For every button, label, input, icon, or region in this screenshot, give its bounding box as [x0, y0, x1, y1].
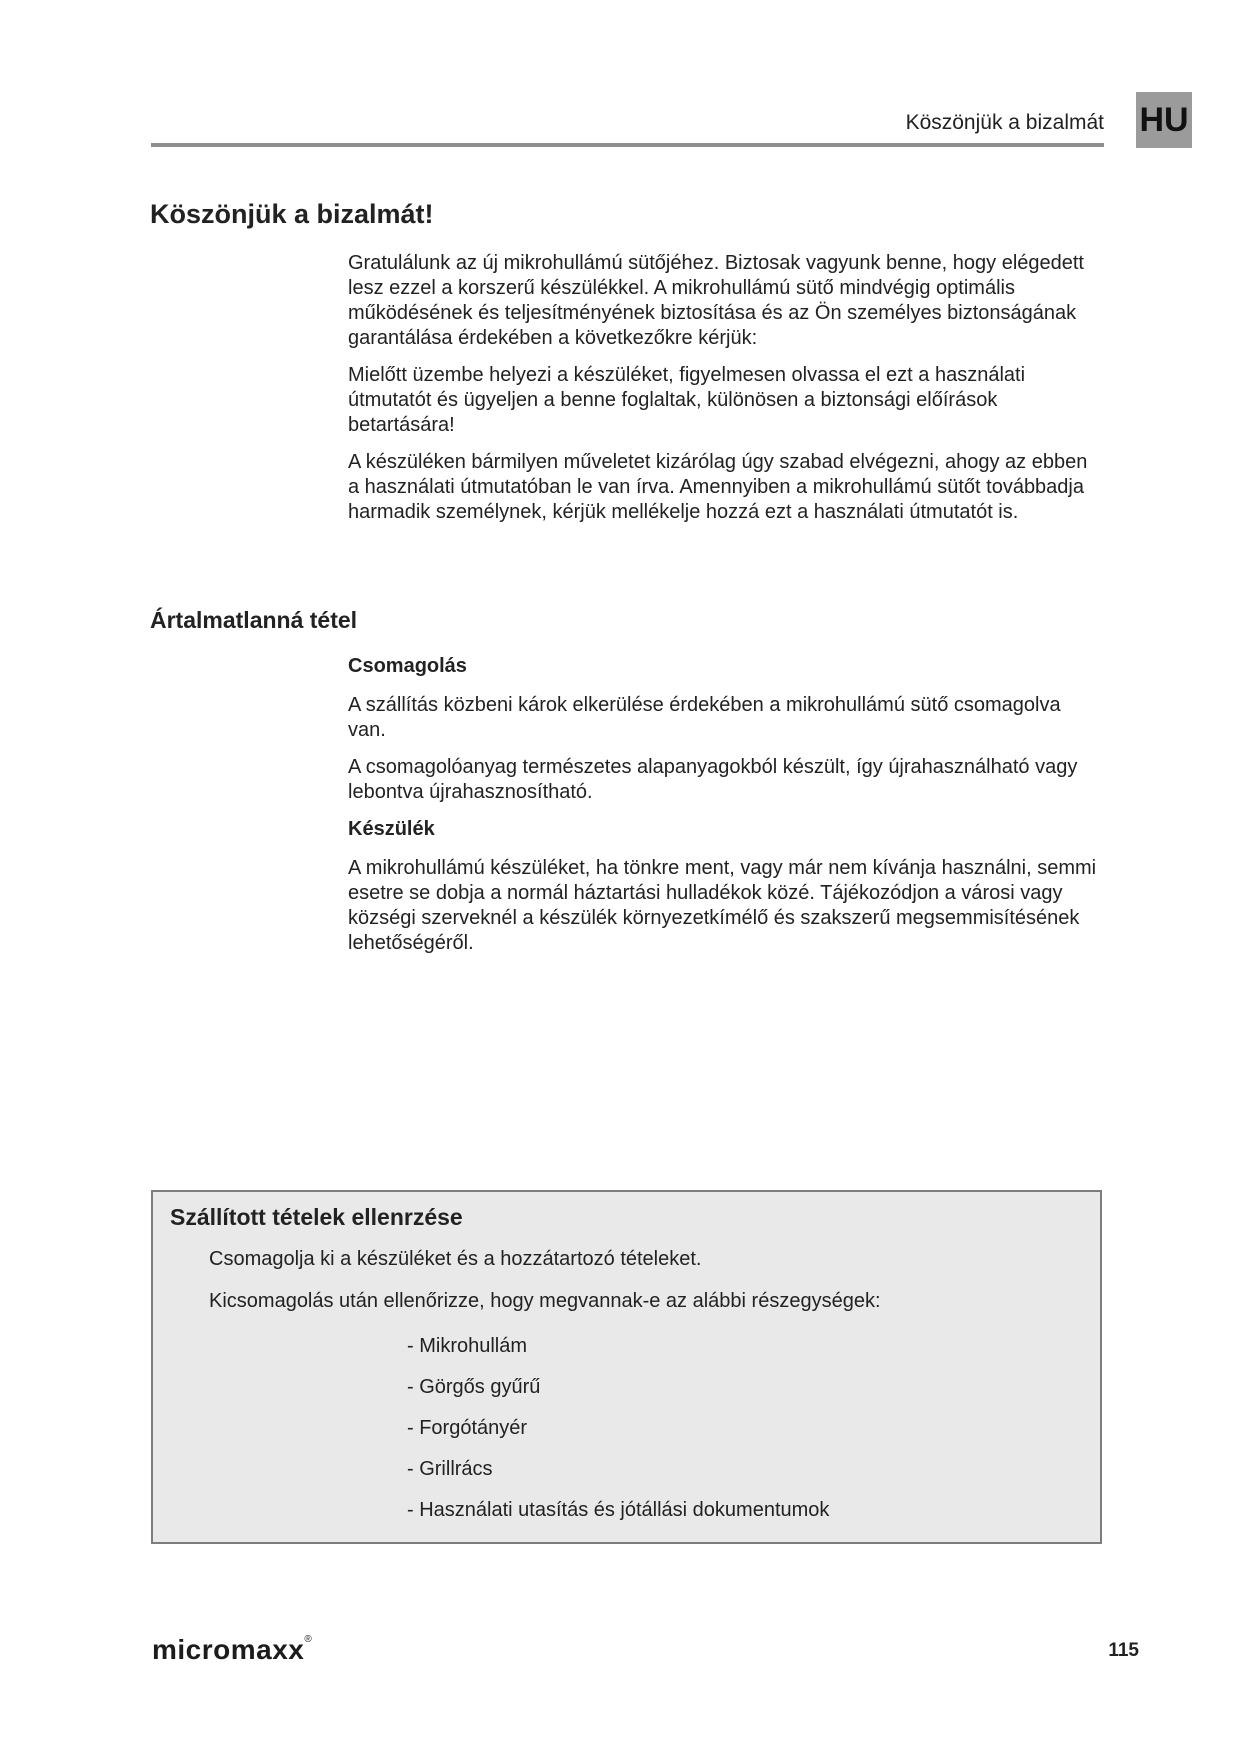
packaging-paragraph: A csomagolóanyag természetes alapanyagokból készült, így újrahasználható vagy lebontva újrahasznosítható.	[348, 756, 1078, 803]
header-divider	[151, 143, 1104, 147]
check-instruction: Kicsomagolás után ellenőrizze, hogy megvannak-e az alábbi részegységek:	[209, 1290, 881, 1312]
list-item: - Grillrács	[407, 1458, 493, 1480]
intro-paragraph: Gratulálunk az új mikrohullámú sütőjéhez. Biztosak vagyunk benne, hogy elégedett lesz ezzel a korszerű készülékkel. A mikrohullámú sütő mindvégig optimális működésének és teljesítményének biztosítása és az Ön személyes biztonságának garantálása érdekében a következőkre kérjük:	[348, 252, 1084, 349]
running-header-title: Köszönjük a bizalmát	[905, 111, 1104, 134]
disposal-section	[348, 654, 1098, 968]
intro-section	[348, 251, 1098, 537]
page-title: Köszönjük a bizalmát!	[150, 199, 434, 229]
list-item: - Mikrohullám	[407, 1335, 528, 1357]
delivery-check-title: Szállított tételek ellenrzése	[170, 1204, 463, 1230]
intro-paragraph: A készüléken bármilyen műveletet kizárólag úgy szabad elvégezni, ahogy az ebben a használati útmutatóban le van írva. Amennyiben a mikrohullámú sütőt továbbadja harmadik személynek, kérjük mellékelje hozzá ezt a használati útmutatót is.	[348, 451, 1088, 523]
packaging-subheading: Csomagolás	[348, 655, 467, 677]
device-subheading: Készülék	[348, 818, 435, 840]
delivery-check-box	[151, 1190, 1102, 1544]
list-item: - Görgős gyűrű	[407, 1376, 541, 1398]
brand-logo-text: micromaxx	[152, 1634, 305, 1665]
delivered-items-list	[407, 1326, 829, 1531]
device-paragraph: A mikrohullámú készüléket, ha tönkre ment, vagy már nem kívánja használni, semmi esetre se dobja a normál háztartási hulladékok közé. Tájékozódjon a városi vagy községi szerveknél a készülék környezetkímélő és szakszerű megsemmisítésének lehetőségéről.	[348, 857, 1097, 954]
packaging-paragraph: A szállítás közbeni károk elkerülése érdekében a mikrohullámú sütő csomagolva van.	[348, 694, 1061, 741]
language-tab: HU	[1136, 92, 1192, 148]
brand-logo	[152, 1634, 312, 1666]
page-number: 115	[1108, 1640, 1139, 1661]
registered-mark-icon: ®	[304, 1634, 313, 1645]
unpack-instruction: Csomagolja ki a készüléket és a hozzátartozó tételeket.	[209, 1248, 702, 1270]
list-item: - Használati utasítás és jótállási dokumentumok	[407, 1499, 830, 1521]
disposal-heading: Ártalmatlanná tétel	[150, 607, 358, 633]
intro-paragraph: Mielőtt üzembe helyezi a készüléket, figyelmesen olvassa el ezt a használati útmutatót és ügyeljen a benne foglaltak, különösen a biztonsági előírások betartására!	[348, 364, 1026, 436]
list-item: - Forgótányér	[407, 1417, 528, 1439]
